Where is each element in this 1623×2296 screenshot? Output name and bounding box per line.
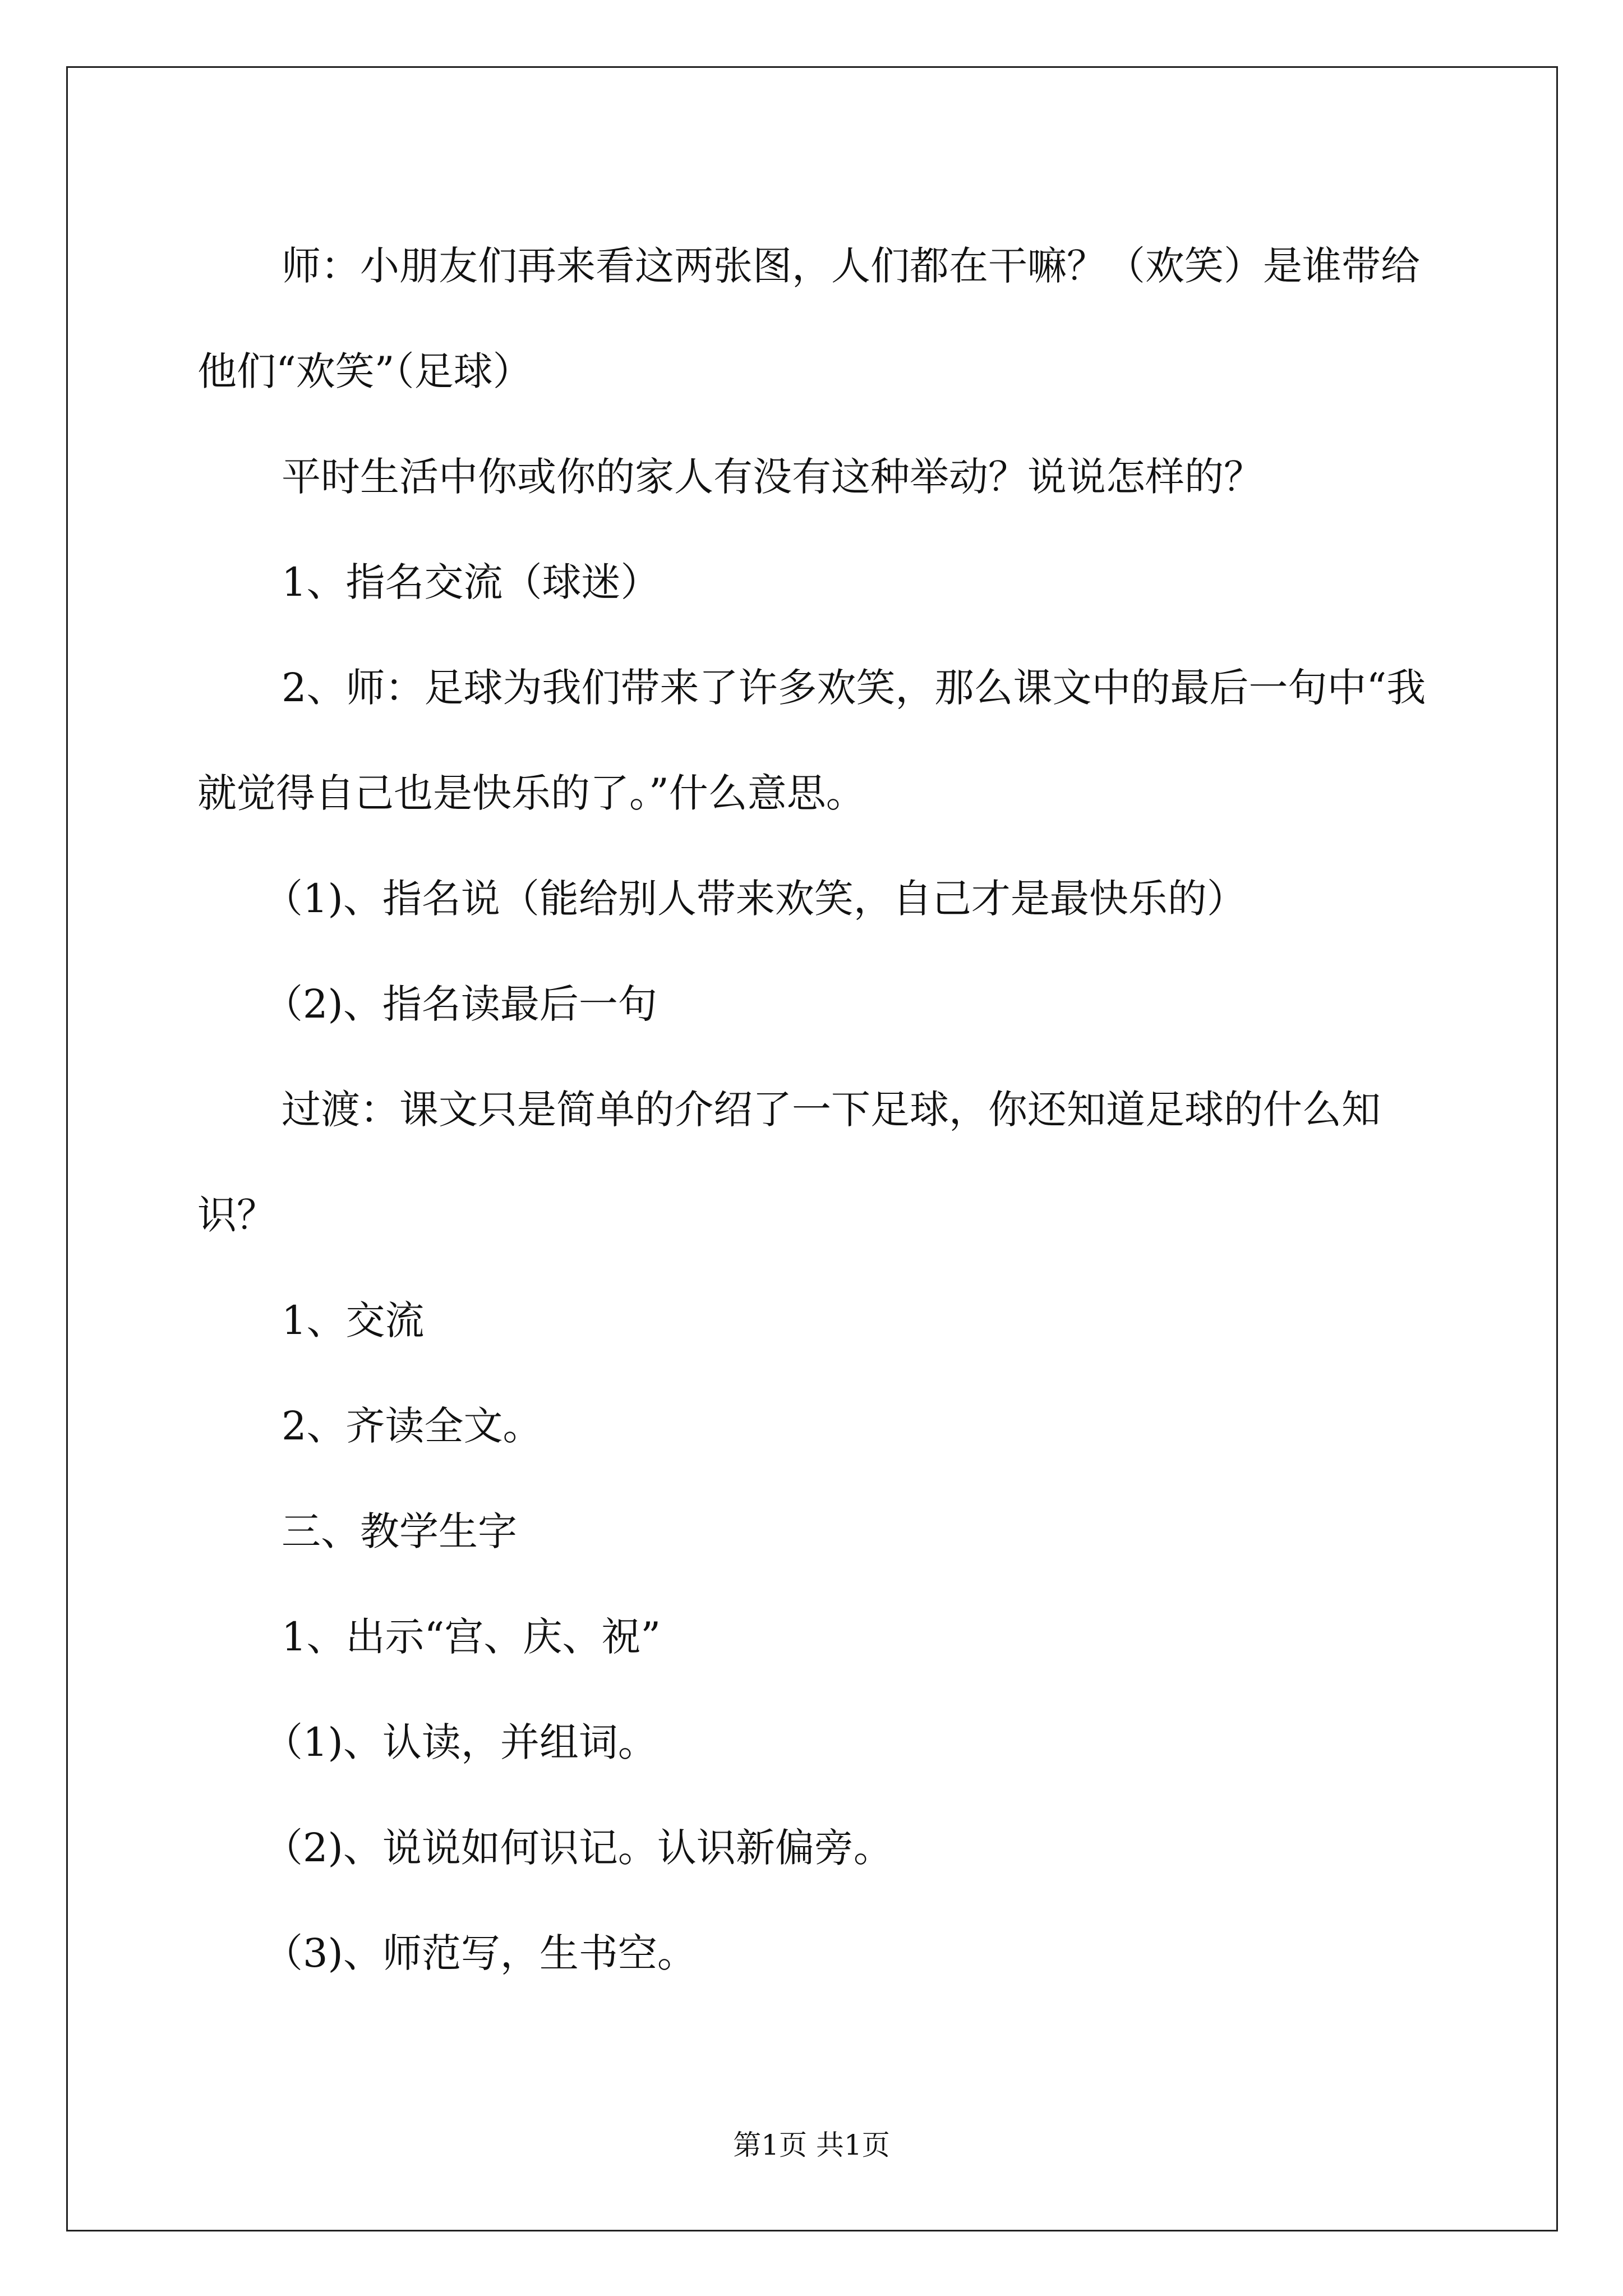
paragraph: 平时生活中你或你的家人有没有这种举动？说说怎样的？ [282, 454, 1263, 500]
paragraph: 2、师：足球为我们带来了许多欢笑，那么课文中的最后一句中“我就觉得自己也是快乐的了。”什么意思。 [197, 665, 1426, 816]
paragraph: （1)、指名说（能给别人带来欢笑，自己才是最快乐的） [264, 876, 1246, 922]
paragraph: 过渡：课文只是简单的介绍了一下足球，你还知道足球的什么知识？ [197, 1087, 1381, 1238]
paragraph: （1)、认读，并组词。 [264, 1719, 657, 1765]
section-heading: 三、教学生字 [282, 1508, 517, 1554]
paragraph: 师：小朋友们再来看这两张图，人们都在干嘛？（欢笑）是谁带给他们“欢笑”（足球） [197, 243, 1420, 394]
paragraph: 1、指名交流（球迷） [282, 559, 660, 605]
document-body [197, 213, 1431, 2006]
page-number-footer: 第1页 共1页 [733, 2129, 890, 2161]
paragraph: （3)、师范写，生书空。 [264, 1930, 697, 1976]
paragraph: 1、出示“宫、庆、祝” [282, 1614, 661, 1660]
paragraph: 1、交流 [282, 1297, 425, 1343]
paragraph: （2)、说说如何识记。认识新偏旁。 [264, 1825, 893, 1871]
paragraph: 2、齐读全文。 [282, 1403, 542, 1449]
paragraph: （2)、指名读最后一句 [264, 981, 657, 1027]
